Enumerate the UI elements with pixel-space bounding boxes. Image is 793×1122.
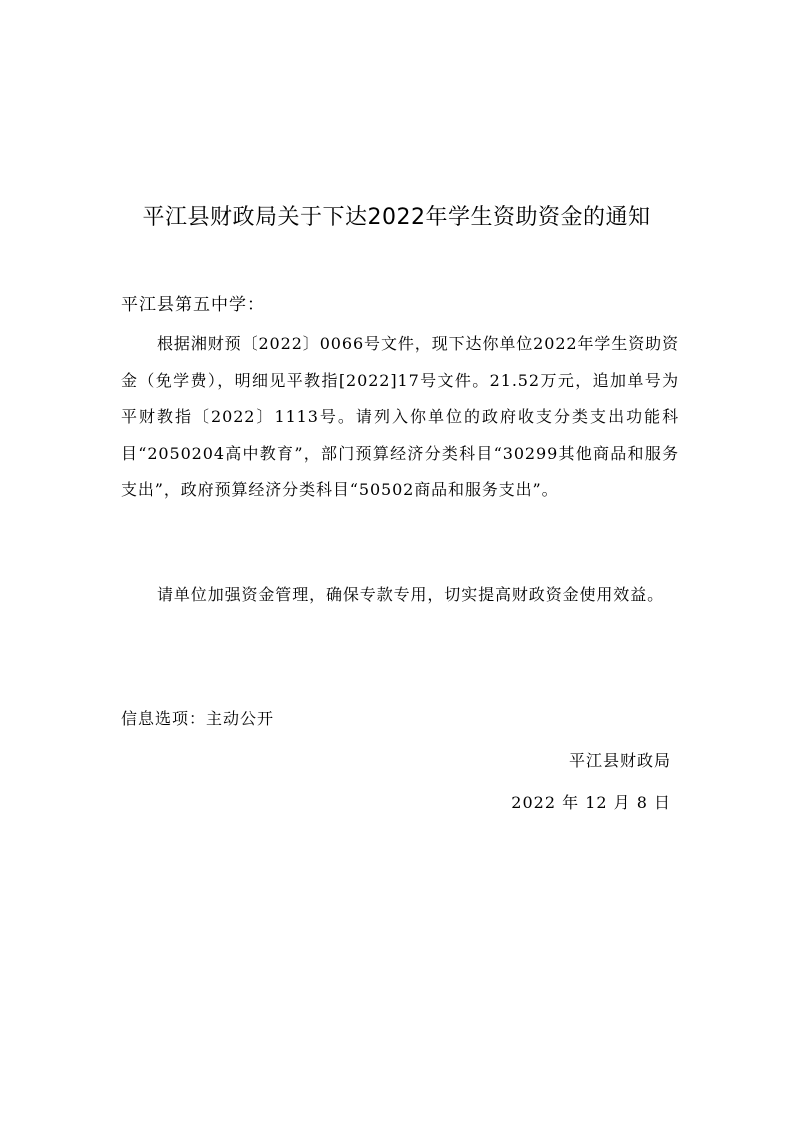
issuer-signature: 平江县财政局 (568, 751, 671, 770)
recipient-salutation: 平江县第五中学： (121, 295, 265, 315)
body-paragraph-1: 根据湘财预〔2022〕0066号文件，现下达你单位2022年学生资助资金（免学费），明细见平教指[2022]17号文件。21.52万元，追加单号为平财教指〔2022〕1113号。请列入你单位的政府收支分类支出功能科目“2050204高中教育”，部门预算经济分类科目“30299其他商品和服务支出”，政府预算经济分类科目“50502商品和服务支出”。 (121, 334, 679, 500)
document-title: 平江县财政局关于下达2022年学生资助资金的通知 (142, 205, 651, 230)
info-option: 信息选项：主动公开 (121, 709, 275, 728)
issue-date: 2022 年 12 月 8 日 (511, 793, 671, 812)
body-paragraph-2: 请单位加强资金管理，确保专款专用，切实提高财政资金使用效益。 (157, 585, 665, 604)
